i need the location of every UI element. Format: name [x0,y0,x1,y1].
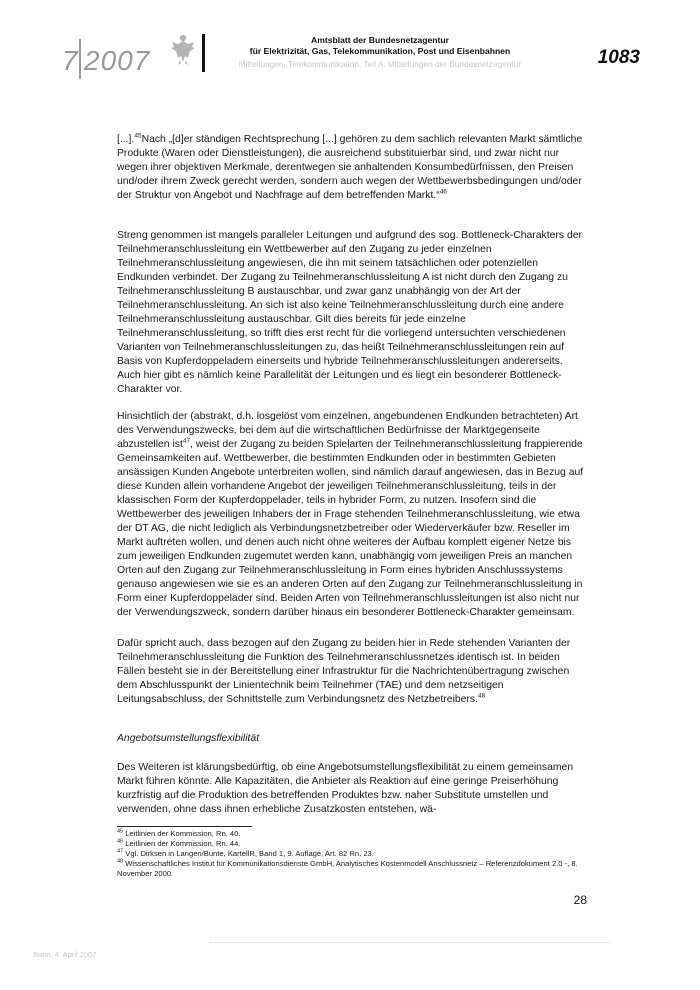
paragraph-1 [117,133,585,203]
section-heading: Angebotsumstellungsflexibilität [117,733,260,744]
footnote-number: 47 [117,848,124,855]
footnote-number: 46 [117,838,124,845]
footnote-number: 45 [117,828,124,835]
footnote-ref-46: 46 [439,188,447,196]
issue-year: 2007 [84,45,151,76]
paragraph-4 [117,637,585,707]
issue-divider [79,39,81,79]
paragraph-1-quote: Nach „[d]er ständigen Rechtsprechung [...] gehören zu dem sachlich relevanten Markt sämtliche Produkte (Waren oder Dienstleistungen), die ausreichend substituierbar sind, und zwar nicht nur wegen ihrer objektiven Merkmale, derentwegen sie anhaltenden Konsumbedürfnissen, den Preisen und/oder ihrem Zweck gerecht werden, sondern auch wegen der Wettbewerbsbedingungen und/oder der Struktur von Angebot und Nachfrage auf dem betreffenden Markt.“ [117,134,583,201]
paragraph-2: Streng genommen ist mangels paralleler Leitungen und aufgrund des sog. Bottleneck-Charakters der Teilnehmeranschlussleitung ein Wettbewerber auf den Zugang zu jeder einzelnen Teilnehmeranschlussleitung angewiesen, die ihn mit seinem tatsächlichen oder potenziellen Endkunden verbindet. Der Zugang zu Teilnehmeranschlussleitung A ist nicht durch den Zugang zu Teilnehmeranschlussleitung B austauschbar, und zwar ganz unabhängig von der Art der Teilnehmeranschlussleitung. An sich ist also keine Teilnehmeranschlussleitung durch eine andere Teilnehmeranschlussleitung austauschbar. Gilt dies bereits für jede einzelne Teilnehmeranschlussleitung, so trifft dies erst recht für die vorliegend untersuchten verschiedenen Varianten von Teilnehmeranschlussleitungen zu, das heißt Teilnehmeranschlussleitungen rein auf Basis von Kupferdoppeladern einerseits und hybride Teilnehmeranschlussleitungen andererseits. Auch hier gibt es nämlich keine Parallelität der Leitungen und es liegt ein besonderer Bottleneck-Charakter vor. [117,230,582,395]
footnote-rule [117,826,252,827]
paragraph-5: Des Weiteren ist klärungsbedürftig, ob eine Angebotsumstellungsflexibilität zu einem gemeinsamen Markt führen könnte. Alle Kapazitäten, die Anbieter als Reaktion auf eine geringe Preiserhöhung kurzfristig auf die Produktion des betreffenden Produktes bzw. naher Substitute umstellen und verwenden, ohne dass ihnen erhebliche Zusatzkosten entstehen, wä- [117,762,574,815]
issue-number: 7 [62,45,79,76]
document-page-number: 28 [573,893,587,907]
federal-eagle-icon [170,32,196,66]
paragraph-1-lead: [...]. [117,134,135,145]
footnote-48 [117,859,587,878]
footnote-text: Vgl. Dirksen in Langen/Bunte, KartellR, Band 1, 9. Auflage, Art. 82 Rn. 23. [125,849,374,858]
header-rule [202,34,205,72]
page-number: 1083 [597,47,640,68]
footnote-number: 48 [117,858,124,865]
footnote-text: Wissenschaftliches Institut für Kommunikationsdienste GmbH, Analytisches Kostenmodell Anschlussnetz – Referenzdokument 2.0 -, 8. November 2000. [117,859,578,878]
footnote-45 [117,829,587,839]
footnote-47 [117,849,587,859]
section-line: Mitteilungen, Telekommunikation, Teil A: Mitteilungen der Bundesnetzagentur [238,59,522,69]
footer-rule [210,942,610,943]
footnote-46 [117,839,587,849]
publisher-title: Amtsblatt der Bundesnetzagentur [311,35,449,45]
footnote-text: Leitlinien der Kommission, Rn. 40. [125,829,241,838]
footnote-ref-45: 45 [134,132,142,140]
paragraph-3-rest: , weist der Zugang zu beiden Spielarten der Teilnehmeranschlussleitung frappierende Gemeinsamkeiten auf. Wettbewerber, die bestimmten Endkunden oder in bestimmten Gebieten ansässigen Kunden Angebote unterbreiten wollen, sind nämlich darauf angewiesen, das in Bezug auf diese Kunden allein vorhandene Angebot der jeweiligen Teilnehmeranschlussleitung, teils in der klassischen Form der Kupferdoppelader, teils in hybrider Form, zu nutzen. Insofern sind die Wettbewerber des jeweiligen Inhabers der in Frage stehenden Teilnehmeranschlussleitung, wie etwa der DT AG, die nicht lediglich als Verbindungsnetzbetreiber oder Wiederverkäufer bzw. Reseller im Markt auftreten wollen, und denen auch nicht ohne weiteres der Aufbau komplett eigener Netze bis zum jeweiligen Endkunden zugemutet werden kann, unabhängig vom jeweiligen Preis an manchen Orten auf den Zugang zur Teilnehmeranschlussleitung in Form eines hybriden Anschlusssystems genauso angewiesen wie sie es an anderen Orten auf den Zugang zur Teilnehmeranschlussleitung in Form einer Kupferdoppelader sind. Beiden Arten von Teilnehmeranschlussleitungen ist also nicht nur der Verwendungszweck, sondern darüber hinaus ein besonderer Bottleneck-Charakter gemeinsam. [117,439,584,618]
paragraph-3 [117,410,585,620]
paragraph-3-lead: Hinsichtlich der (abstrakt, d.h. losgelöst vom einzelnen, angebundenen Endkunden betrachteten) Art des Verwendungszwecks, bei dem auf die wirtschaftlichen Bedürfnisse der Marktgegenseite abzustellen ist [117,411,578,450]
publisher-subtitle: für Elektrizität, Gas, Telekommunikation, Post und Eisenbahnen [249,46,511,56]
footnote-text: Leitlinien der Kommission, Rn. 44. [125,839,241,848]
footnote-ref-48: 48 [478,692,486,700]
footer-date: Bonn, 4. April 2007 [33,950,97,959]
footnote-ref-47: 47 [182,437,191,445]
paragraph-4-text: Dafür spricht auch, dass bezogen auf den Zugang zu beiden hier in Rede stehenden Varianten der Teilnehmeranschlussleitung die Funktion des Teilnehmeranschlussnetzes identisch ist. In beiden Fällen besteht sie in der Bereitstellung einer Infrastruktur für die Nachrichtenübertragung zwischen dem Abschlusspunkt der Linientechnik beim Teilnehmer (TAE) und dem netzseitigen Leitungsabschluss, der Schnittstelle zum Verbindungsnetz des Netzbetreibers. [117,638,571,705]
